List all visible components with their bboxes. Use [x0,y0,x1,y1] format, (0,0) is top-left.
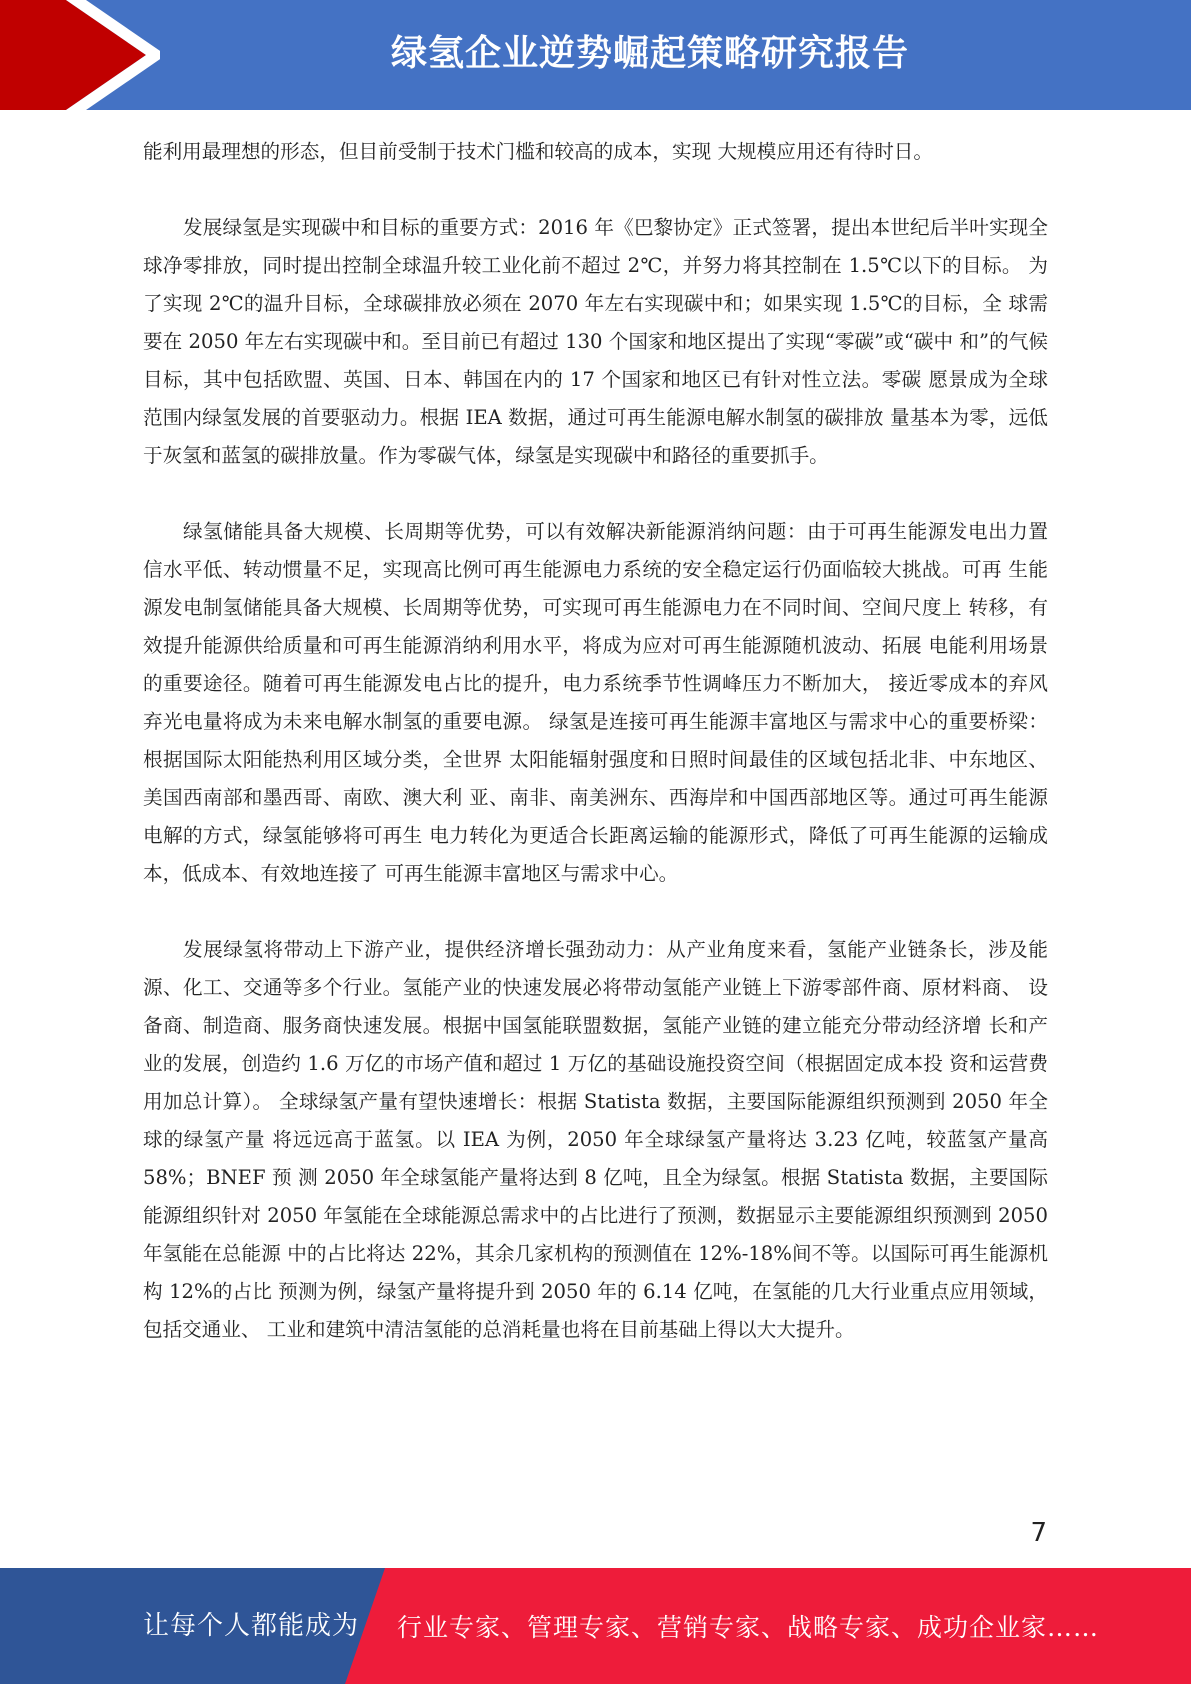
paragraph-industry-growth: 发展绿氢将带动上下游产业，提供经济增长强劲动力：从产业角度来看，氢能产业链条长，涉及能 源、化工、交通等多个行业。氢能产业的快速发展必将带动氢能产业链上下游零部件商、原材料商、 设备商、制造商、服务商快速发展。根据中国氢能联盟数据，氢能产业链的建立能充分带动经济增 长和产业的发展，创造约 1.6 万亿的市场产值和超过 1 万亿的基础设施投资空间（根据固定成本投 资和运营费用加总计算）。 全球绿氢产量有望快速增长：根据 Statista 数据，主要国际能源组织预测到 2050 年全球的绿氢产量 将远远高于蓝氢。以 IEA 为例，2050 年全球绿氢产量将达 3.23 亿吨，较蓝氢产量高 58%；BNEF 预 测 2050 年全球氢能产量将达到 8 亿吨，且全为绿氢。根据 Statista 数据，主要国际能源组织针对 2050 年氢能在全球能源总需求中的占比进行了预测，数据显示主要能源组织预测到 2050 年氢能在总能源 中的占比将达 22%，其余几家机构的预测值在 12%-18%间不等。以国际可再生能源机构 12%的占比 预测为例，绿氢产量将提升到 2050 年的 6.14 亿吨，在氢能的几大行业重点应用领域，包括交通业、 工业和建筑中清洁氢能的总消耗量也将在目前基础上得以大大提升。 [143,938,1048,1341]
document-body [143,133,1048,1387]
paragraph-energy-storage: 绿氢储能具备大规模、长周期等优势，可以有效解决新能源消纳问题：由于可再生能源发电出力置 信水平低、转动惯量不足，实现高比例可再生能源电力系统的安全稳定运行仍面临较大挑战。可再 生能源发电制氢储能具备大规模、长周期等优势，可实现可再生能源电力在不同时间、空间尺度上 转移，有效提升能源供给质量和可再生能源消纳利用水平，将成为应对可再生能源随机波动、拓展 电能利用场景的重要途径。随着可再生能源发电占比的提升，电力系统季节性调峰压力不断加大， 接近零成本的弃风弃光电量将成为未来电解水制氢的重要电源。 绿氢是连接可再生能源丰富地区与需求中心的重要桥梁：根据国际太阳能热利用区域分类，全世界 太阳能辐射强度和日照时间最佳的区域包括北非、中东地区、美国西南部和墨西哥、南欧、澳大利 亚、南非、南美洲东、西海岸和中国西部地区等。通过可再生能源电解的方式，绿氢能够将可再生 电力转化为更适合长距离运输的能源形式，降低了可再生能源的运输成本，低成本、有效地连接了 可再生能源丰富地区与需求中心。 [143,520,1048,885]
paragraph-continuation: 能利用最理想的形态，但目前受制于技术门槛和较高的成本，实现 大规模应用还有待时日。 [143,140,933,163]
page-footer [0,1568,1191,1684]
footer-slogan-right: 行业专家、管理专家、营销专家、战略专家、成功企业家…… [397,1613,1100,1642]
report-title: 绿氢企业逆势崛起策略研究报告 [390,33,909,74]
paragraph-carbon-neutrality: 发展绿氢是实现碳中和目标的重要方式：2016 年《巴黎协定》正式签署，提出本世纪后半叶实现全 球净零排放，同时提出控制全球温升较工业化前不超过 2℃，并努力将其控制在 1.5℃以下的目标。 为了实现 2℃的温升目标，全球碳排放必须在 2070 年左右实现碳中和；如果实现 1.5℃的目标，全 球需要在 2050 年左右实现碳中和。至目前已有超过 130 个国家和地区提出了实现“零碳”或“碳中 和”的气候目标，其中包括欧盟、英国、日本、韩国在内的 17 个国家和地区已有针对性立法。零碳 愿景成为全球范围内绿氢发展的首要驱动力。根据 IEA 数据，通过可再生能源电解水制氢的碳排放 量基本为零，远低于灰氢和蓝氢的碳排放量。作为零碳气体，绿氢是实现碳中和路径的重要抓手。 [143,216,1048,467]
footer-slogan-left: 让每个人都能成为 [143,1611,360,1641]
page-header [0,0,1191,110]
page-number: 7 [1030,1518,1047,1548]
header-chevron-icon [0,0,160,110]
